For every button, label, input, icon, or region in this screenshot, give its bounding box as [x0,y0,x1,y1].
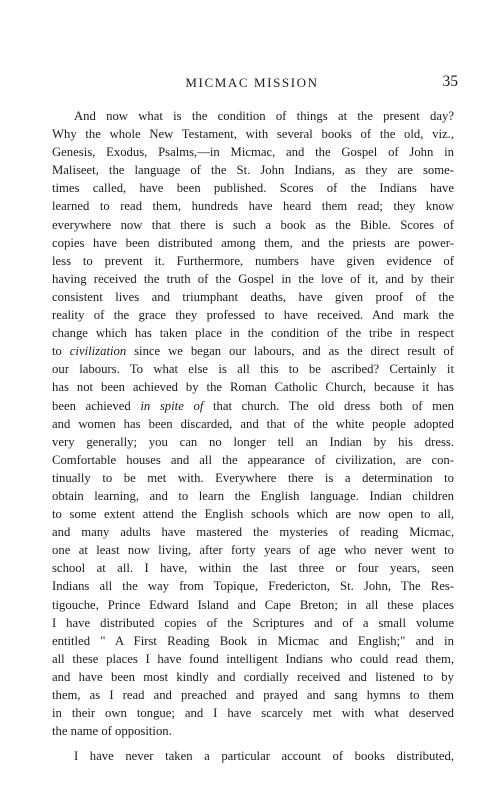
text-line: very generally; you can no longer tell an Indian by his dress. [52,434,454,449]
text-line: Maliseet, the language of the St. John Indians, as they are some- [52,163,454,178]
text-line: and have been most kindly and cordially received and listened to by [52,669,454,684]
text-line: Indians all the way from Topique, Fredericton, St. John, The Res- [52,579,454,594]
italic-run: civilization [69,344,127,359]
text-line: school at all. I have, within the last three or four years, seen [52,561,454,576]
text-line: them, as I read and preached and prayed and sang hymns to them [52,688,454,702]
text-line: tigouche, Prince Edward Island and Cape Breton; in all these places [52,597,454,612]
text-line: less to prevent it. Furthermore, numbers have given evidence of [52,253,454,268]
text-line: Genesis, Exodus, Psalms,—in Micmac, and the Gospel of John in [52,145,454,160]
text-line: obtain learning, and to learn the English language. Indian children [52,488,454,503]
text-line: tinually to be met with. Everywhere there is a determination to [52,470,454,485]
running-title: MICMAC MISSION [185,75,319,90]
text-run: to [52,344,70,359]
text-line: all these places I have found intelligent Indians who could read them, [52,651,454,666]
text-line: and many adults have mastered the mysteries of reading Micmac, [52,525,454,540]
text-line: entitled " A First Reading Book in Micmac and English;" and in [52,633,454,648]
text-line: change which has taken place in the condition of the tribe in respect [52,326,454,341]
text-line: Comfortable houses and all the appearance of civilization, are con- [52,452,454,467]
text-line: I have distributed copies of the Scriptures and of a small volume [52,615,454,630]
text-line: reality of the grace they professed to have received. And mark the [52,308,454,323]
text-line: one at least now living, after forty years of age who never went to [52,543,454,558]
text-line: everywhere now that there is such a book as the Bible. Scores of [52,217,454,232]
text-line: has not been achieved by the Roman Catholic Church, because it has [52,380,454,395]
text-line [52,397,454,415]
text-run: that church. The old dress both of men [203,398,454,413]
page-number: 35 [442,73,458,90]
text-line: and women has been discarded, and that of the white people adopted [52,416,454,431]
text-run: since we began our labours, and as the direct result of [126,344,454,359]
text-line: times called, have been published. Scores of the Indians have [52,181,454,196]
text-line: having received the truth of the Gospel in the love of it, and by their [52,271,454,286]
text-line: in their own tongue; and I have scarcely met with what deserved [52,706,454,721]
text-run: been achieved [52,398,141,413]
text-line: the name of opposition. [52,724,172,739]
text-line: Why the whole New Testament, with several books of the old, viz., [52,127,454,142]
text-line: to some extent attend the English schools which are now open to all, [52,507,454,522]
text-line: learned to read them, hundreds have heard them read; they know [52,199,454,214]
paragraph-break [52,740,454,747]
text-line: consistent lives and triumphant deaths, have given proof of the [52,289,454,304]
text-line: I have never taken a particular account of books distributed, [74,749,454,764]
italic-run: in spite of [140,398,204,413]
text-line [52,342,454,360]
text-line: our labours. To what else is all this to be ascribed? Certainly it [52,362,454,377]
text-line: copies have been distributed among them, and the priests are power- [52,235,454,250]
text-line: And now what is the condition of things at the present day? [74,109,454,123]
body-text [52,107,454,765]
running-head [0,73,504,95]
